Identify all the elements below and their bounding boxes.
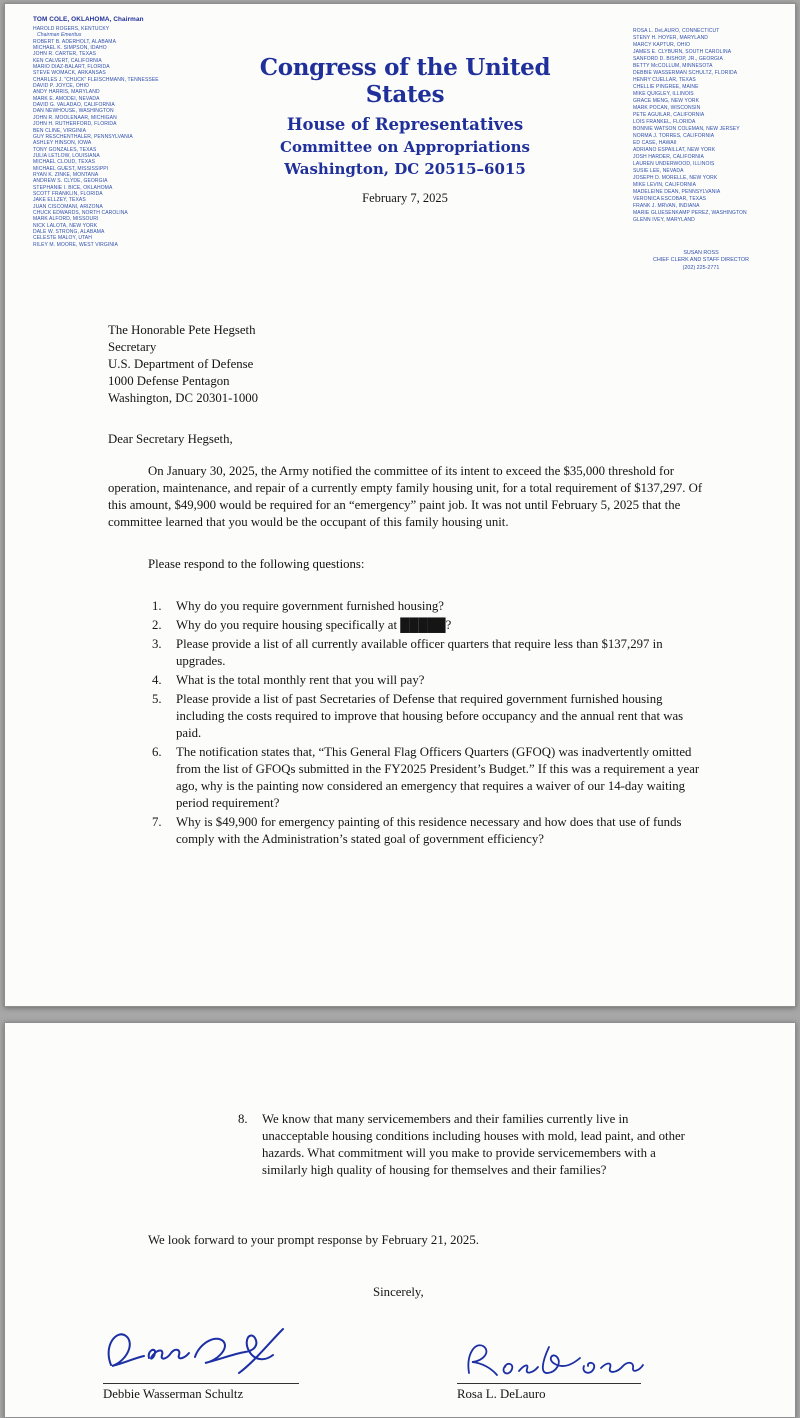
member-line: PETE AGUILAR, CALIFORNIA: [633, 112, 705, 118]
member-line: BONNIE WATSON COLEMAN, NEW JERSEY: [633, 126, 740, 132]
minority-members-column: [633, 28, 800, 224]
question-text: What is the total monthly rent that you will pay?: [176, 673, 425, 687]
question-number: 2.: [152, 618, 162, 632]
member-line: ANDREW S. CLYDE, GEORGIA: [33, 178, 108, 185]
member-line: MARK POCAN, WISCONSIN: [633, 105, 701, 111]
signature-line: [457, 1383, 641, 1384]
question-number: 8.: [238, 1112, 248, 1126]
member-line: MICHAEL K. SIMPSON, IDAHO: [33, 45, 107, 52]
question-item: [238, 1111, 696, 1179]
member-line: CHELLIE PINGREE, MAINE: [633, 84, 699, 90]
question-text: We know that many servicemembers and their families currently live in unacceptable housing conditions including houses with mold, lead paint, and other hazards. What commitment will you make to provide servicemembers with a similarly high quality of housing for themselves and their families?: [262, 1112, 685, 1177]
member-line: STENY H. HOYER, MARYLAND: [633, 35, 709, 41]
questions-list-continued: [238, 1111, 696, 1181]
member-line: MADELEINE DEAN, PENNSYLVANIA: [633, 189, 721, 195]
member-line: ROBERT B. ADERHOLT, ALABAMA: [33, 38, 117, 45]
member-line: JOSEPH D. MORELLE, NEW YORK: [633, 175, 718, 181]
question-text: Why do you require government furnished housing?: [176, 599, 444, 613]
question-number: 6.: [152, 745, 162, 759]
signature-rosa-delauro: [453, 1335, 648, 1385]
member-line: MIKE QUIGLEY, ILLINOIS: [633, 91, 694, 97]
signer-name: Rosa L. DeLauro: [457, 1387, 546, 1401]
member-line: BEN CLINE, VIRGINIA: [33, 127, 87, 134]
member-line: CHUCK EDWARDS, NORTH CAROLINA: [33, 209, 128, 216]
member-line: BETTY McCOLLUM, MINNESOTA: [633, 63, 713, 69]
body-paragraph-1: On January 30, 2025, the Army notified the committee of its intent to exceed the $35,000 threshold for operation, maintenance, and repair of a currently empty family housing unit, for a total requirement of $137,297. Of this amount, $49,900 would be required for an “emergency” paint job. It was not until February 5, 2025 that the committee learned that you would be the occupant of this family housing unit.: [108, 464, 703, 529]
question-item: [152, 598, 708, 615]
valediction: Sincerely,: [373, 1285, 424, 1299]
member-line: RYAN K. ZINKE, MONTANA: [33, 171, 99, 178]
member-line: MARIO DIAZ-BALART, FLORIDA: [33, 64, 110, 71]
member-line: CHARLES J. “CHUCK” FLEISCHMANN, TENNESSEE: [33, 76, 159, 83]
letterhead-center: [229, 54, 581, 206]
member-line: HENRY CUELLAR, TEXAS: [633, 77, 696, 83]
signature-line: [103, 1383, 299, 1384]
question-item: [152, 636, 708, 670]
member-line: Chairman Emeritus: [37, 32, 82, 39]
member-line: MARIE GLUESENKAMP PEREZ, WASHINGTON: [633, 210, 747, 216]
staff-phone: (202) 225-2771: [682, 264, 720, 271]
majority-members-list: [33, 26, 233, 248]
questions-list: [108, 598, 708, 848]
question-number: 7.: [152, 815, 162, 829]
question-number: 3.: [152, 637, 162, 651]
member-line: JUAN CISCOMANI, ARIZONA: [33, 203, 103, 210]
member-line: SUSIE LEE, NEVADA: [633, 168, 684, 174]
org-name: Congress of the United States: [259, 54, 551, 108]
member-line: MARK E. AMODEI, NEVADA: [33, 95, 100, 102]
signer-name: Debbie Wasserman Schultz: [103, 1387, 244, 1401]
question-text: Why is $49,900 for emergency painting of this residence necessary and how does that use of funds comply with the Administration’s stated goal of government efficiency?: [176, 815, 682, 846]
question-item: [152, 672, 708, 689]
question-number: 4.: [152, 673, 162, 687]
closing-paragraph: We look forward to your prompt response by February 21, 2025.: [148, 1233, 479, 1247]
member-line: SCOTT FRANKLIN, FLORIDA: [33, 190, 103, 197]
staff-title: CHIEF CLERK AND STAFF DIRECTOR: [653, 257, 749, 264]
member-line: DAVID G. VALADAO, CALIFORNIA: [33, 102, 115, 109]
member-line: SANFORD D. BISHOP, JR., GEORGIA: [633, 56, 723, 62]
question-number: 1.: [152, 599, 162, 613]
questions-intro: Please respond to the following questions:: [148, 557, 365, 571]
member-line: GLENN IVEY, MARYLAND: [633, 217, 695, 223]
member-line: GUY RESCHENTHALER, PENNSYLVANIA: [33, 133, 133, 140]
member-line: JOHN H. RUTHERFORD, FLORIDA: [33, 121, 117, 128]
salutation: Dear Secretary Hegseth,: [108, 432, 233, 446]
minority-members-list: [633, 28, 800, 224]
chairman-line: TOM COLE, OKLAHOMA, Chairman: [33, 16, 144, 23]
member-line: MICHAEL CLOUD, TEXAS: [33, 159, 96, 166]
letter-page-1: [4, 3, 796, 1007]
member-line: TONY GONZALES, TEXAS: [33, 146, 97, 153]
member-line: KEN CALVERT, CALIFORNIA: [33, 57, 102, 64]
question-text: Please provide a list of past Secretaries of Defense that required government furnished housing including the costs required to improve that housing before occupancy and the annual rent that was paid.: [176, 692, 684, 740]
member-line: ROSA L. DeLAURO, CONNECTICUT: [633, 28, 720, 34]
member-line: DALE W. STRONG, ALABAMA: [33, 229, 105, 235]
majority-members-column: [33, 16, 233, 248]
member-line: HAROLD ROGERS, KENTUCKY: [33, 26, 110, 32]
recipient-line: U.S. Department of Defense: [108, 357, 254, 371]
recipient-address-block: [108, 322, 708, 407]
member-line: STEPHANIE I. BICE, OKLAHOMA: [33, 184, 113, 191]
question-text: Please provide a list of all currently available officer quarters that require less than $137,297 in upgrades.: [176, 637, 663, 668]
org-address: Washington, DC 20515–6015: [284, 160, 526, 178]
member-line: MARK ALFORD, MISSOURI: [33, 216, 99, 223]
member-line: CELESTE MALOY, UTAH: [33, 235, 92, 242]
question-item: [152, 617, 708, 634]
question-text: The notification states that, “This General Flag Officers Quarters (GFOQ) was inadvertently omitted from the list of GFOQs submitted in the FY2025 President’s Budget.” If this was a requirement a year ago, why is the painting now considered an emergency that requires a waiver of our 14-day waiting period requirement?: [176, 745, 700, 810]
signature-debbie-wasserman-schultz: [97, 1323, 307, 1381]
member-line: LAUREN UNDERWOOD, ILLINOIS: [633, 161, 715, 167]
member-line: MARCY KAPTUR, OHIO: [633, 42, 690, 48]
recipient-line: 1000 Defense Pentagon: [108, 374, 230, 388]
member-line: DAN NEWHOUSE, WASHINGTON: [33, 108, 114, 115]
question-item: [152, 744, 708, 812]
question-item: [152, 814, 708, 848]
letter-date: February 7, 2025: [362, 191, 448, 205]
member-line: JOHN R. MOOLENAAR, MICHIGAN: [33, 114, 117, 121]
member-line: JAKE ELLZEY, TEXAS: [33, 197, 86, 204]
member-line: NORMA J. TORRES, CALIFORNIA: [633, 133, 715, 139]
staff-clerk-block: [605, 250, 797, 272]
member-line: ANDY HARRIS, MARYLAND: [33, 89, 100, 96]
question-item: [152, 691, 708, 742]
member-line: STEVE WOMACK, ARKANSAS: [33, 70, 106, 77]
member-line: NICK LALOTA, NEW YORK: [33, 222, 98, 229]
member-line: MICHAEL GUEST, MISSISSIPPI: [33, 165, 109, 172]
member-line: ADRIANO ESPAILLAT, NEW YORK: [633, 147, 716, 153]
letter-page-2: [4, 1022, 796, 1418]
member-line: JAMES E. CLYBURN, SOUTH CAROLINA: [633, 49, 732, 55]
org-committee: Committee on Appropriations: [280, 138, 530, 156]
member-line: DEBBIE WASSERMAN SCHULTZ, FLORIDA: [633, 70, 738, 76]
member-line: RILEY M. MOORE, WEST VIRGINIA: [33, 241, 118, 248]
member-line: JOSH HARDER, CALIFORNIA: [633, 154, 704, 160]
member-line: GRACE MENG, NEW YORK: [633, 98, 700, 104]
question-number: 5.: [152, 692, 162, 706]
recipient-line: Washington, DC 20301-1000: [108, 391, 259, 405]
recipient-line: The Honorable Pete Hegseth: [108, 323, 256, 337]
member-line: JOHN R. CARTER, TEXAS: [33, 51, 97, 58]
member-line: VERONICA ESCOBAR, TEXAS: [633, 196, 707, 202]
letter-scan: [0, 3, 800, 1407]
letter-body: [108, 322, 708, 850]
staff-name: SUSAN ROSS: [683, 250, 719, 256]
member-line: LOIS FRANKEL, FLORIDA: [633, 119, 696, 125]
member-line: ED CASE, HAWAII: [633, 140, 677, 146]
recipient-line: Secretary: [108, 340, 157, 354]
question-text: Why do you require housing specifically at █████?: [176, 618, 452, 632]
member-line: ASHLEY HINSON, IOWA: [33, 140, 92, 147]
member-line: DAVID P. JOYCE, OHIO: [33, 83, 89, 90]
member-line: JULIA LETLOW, LOUISIANA: [33, 152, 100, 159]
member-line: MIKE LEVIN, CALIFORNIA: [633, 182, 697, 188]
org-chamber: House of Representatives: [286, 115, 524, 134]
member-line: FRANK J. MRVAN, INDIANA: [633, 203, 700, 209]
